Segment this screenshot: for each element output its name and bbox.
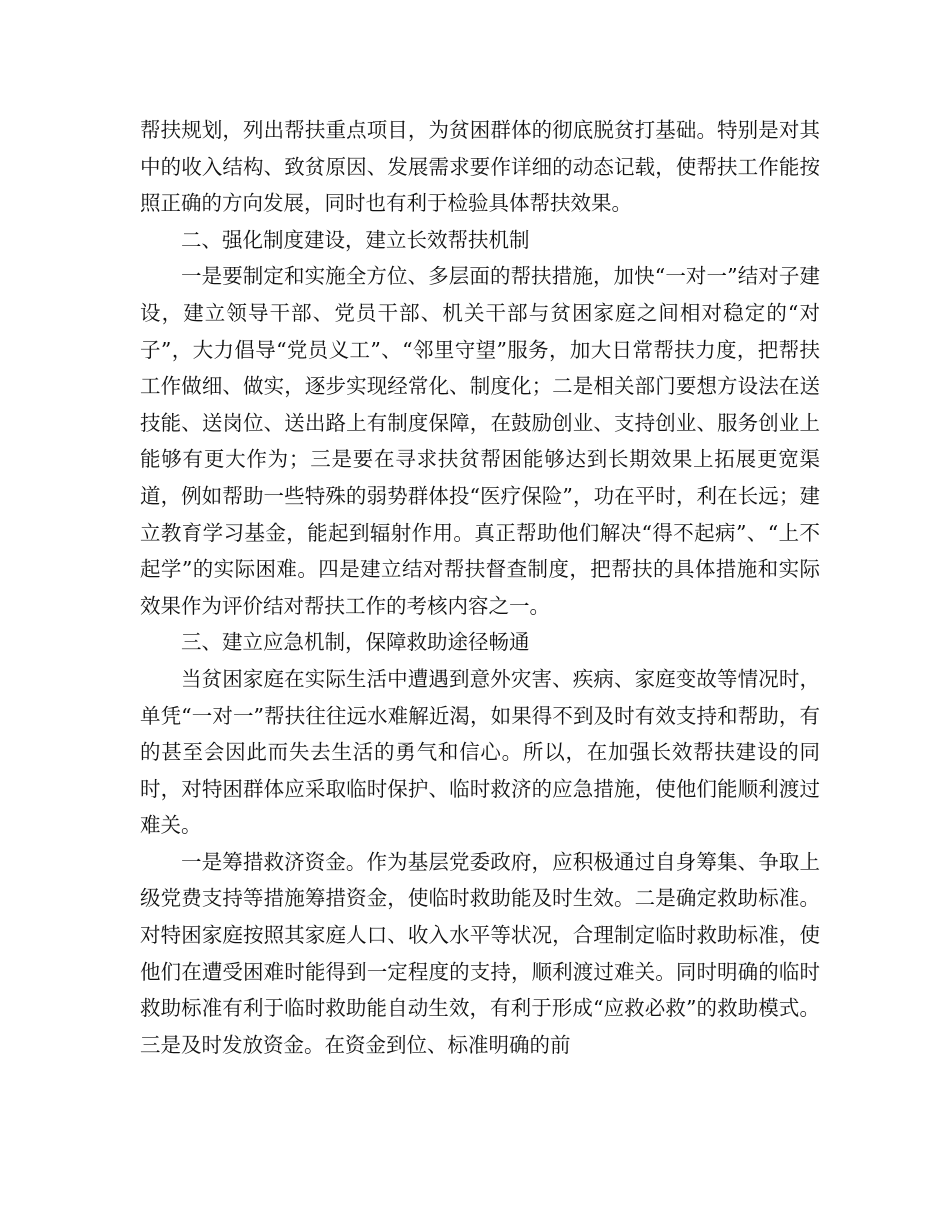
- paragraph-3: 当贫困家庭在实际生活中遭遇到意外灾害、疾病、家庭变故等情况时，单凭“一对一”帮扶往往远水难解近渴，如果得不到及时有效支持和帮助，有的甚至会因此而失去生活的勇气和信心。所以，在加强长效帮扶建设的同时，对特困群体应采取临时保护、临时救济的应急措施，使他们能顺利渡过难关。: [140, 666, 820, 838]
- section-heading-2: 二、强化制度建设，建立长效帮扶机制: [181, 227, 530, 252]
- paragraph-2: 一是要制定和实施全方位、多层面的帮扶措施，加快“一对一”结对子建设，建立领导干部、党员干部、机关干部与贫困家庭之间相对稳定的“对子”，大力倡导“党员义工”、“邻里守望”服务，加大日常帮扶力度，把帮扶工作做细、做实，逐步实现经常化、制度化；二是相关部门要想方设法在送技能、送岗位、送出路上有制度保障，在鼓励创业、支持创业、服务创业上能够有更大作为；三是要在寻求扶贫帮困能够达到长期效果上拓展更宽渠道，例如帮助一些特殊的弱势群体投“医疗保险”，功在平时，利在长远；建立教育学习基金，能起到辐射作用。真正帮助他们解决“得不起病”、“上不起学”的实际困难。四是建立结对帮扶督查制度，把帮扶的具体措施和实际效果作为评价结对帮扶工作的考核内容之一。: [140, 264, 820, 618]
- paragraph-1: 帮扶规划，列出帮扶重点项目，为贫困群体的彻底脱贫打基础。特别是对其中的收入结构、致贫原因、发展需求要作详细的动态记载，使帮扶工作能按照正确的方向发展，同时也有利于检验具体帮扶效果。: [140, 118, 820, 216]
- section-heading-3: 三、建立应急机制，保障救助途径畅通: [181, 630, 530, 655]
- document-body: [140, 112, 820, 1063]
- paragraph-4: 一是筹措救济资金。作为基层党委政府，应积极通过自身筹集、争取上级党费支持等措施筹措资金，使临时救助能及时生效。二是确定救助标准。对特困家庭按照其家庭人口、收入水平等状况，合理制定临时救助标准，使他们在遭受困难时能得到一定程度的支持，顺利渡过难关。同时明确的临时救助标准有利于临时救助能自动生效，有利于形成“应救必救”的救助模式。三是及时发放资金。在资金到位、标准明确的前: [140, 849, 820, 1057]
